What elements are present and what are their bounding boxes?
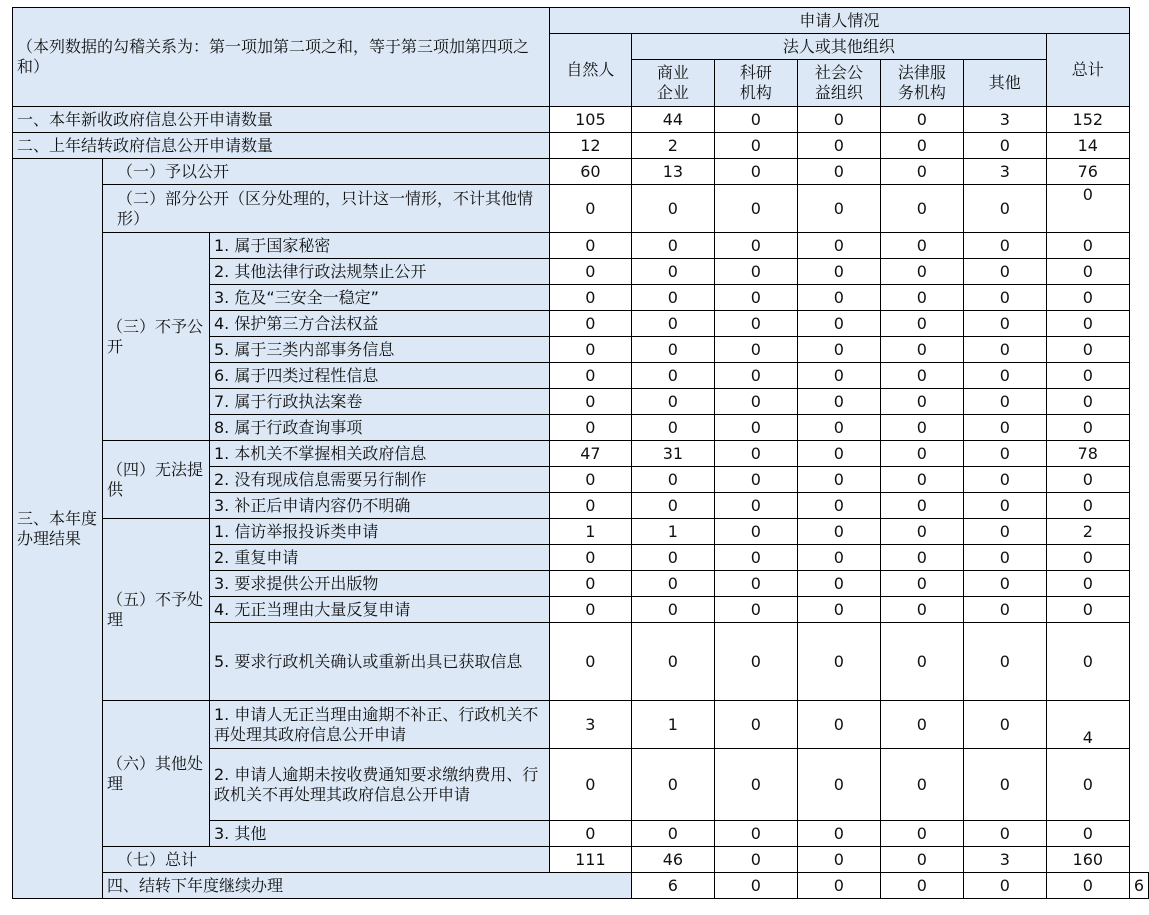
cell-value: 0: [549, 415, 631, 441]
cell-value: 0: [549, 597, 631, 623]
cell-value: 0: [1046, 285, 1129, 311]
cell-value: 1: [549, 519, 631, 545]
cell-value: 0: [797, 185, 880, 233]
cell-value: 0: [714, 285, 797, 311]
cell-value: 0: [1046, 389, 1129, 415]
cell-value: 44: [631, 107, 714, 133]
cell-value: 0: [549, 337, 631, 363]
sub-row-label: 5. 要求行政机关确认或重新出具已获取信息: [209, 623, 549, 701]
cell-value: 12: [549, 133, 631, 159]
sub-row-label: 4. 无正当理由大量反复申请: [209, 597, 549, 623]
cell-value: 0: [631, 749, 714, 821]
cell-value: 160: [1046, 847, 1129, 873]
sub-row-label: 3. 补正后申请内容仍不明确: [209, 493, 549, 519]
sub-row-label: 6. 属于四类过程性信息: [209, 363, 549, 389]
cell-value: 0: [963, 259, 1046, 285]
cell-value: 0: [631, 821, 714, 847]
cell-value: 4: [1046, 701, 1129, 749]
cell-value: 0: [1046, 415, 1129, 441]
cell-value: 0: [880, 107, 963, 133]
row-label: （二）部分公开（区分处理的，只计这一情形，不计其他情形）: [102, 185, 549, 233]
cell-value: 1: [631, 701, 714, 749]
cell-value: 0: [963, 389, 1046, 415]
cell-value: 0: [549, 185, 631, 233]
cell-value: 0: [797, 233, 880, 259]
cell-value: 0: [880, 623, 963, 701]
cell-value: 0: [549, 233, 631, 259]
cell-value: 0: [797, 597, 880, 623]
cell-value: 0: [880, 701, 963, 749]
cell-value: 0: [714, 597, 797, 623]
cell-value: 0: [714, 873, 797, 899]
cell-value: 0: [880, 441, 963, 467]
sub-row-label: 2. 申请人逾期未按收费通知要求缴纳费用、行政机关不再处理其政府信息公开申请: [209, 749, 549, 821]
sub-row-label: 1. 本机关不掌握相关政府信息: [209, 441, 549, 467]
cell-value: 0: [797, 107, 880, 133]
cell-value: 0: [549, 389, 631, 415]
cell-value: 0: [963, 873, 1046, 899]
cell-value: 0: [549, 467, 631, 493]
cell-value: 0: [880, 597, 963, 623]
cell-value: 0: [880, 467, 963, 493]
cell-value: 0: [549, 623, 631, 701]
cell-value: 0: [963, 493, 1046, 519]
cell-value: 0: [714, 441, 797, 467]
cell-value: 0: [880, 571, 963, 597]
cell-value: 0: [549, 363, 631, 389]
cell-value: 47: [549, 441, 631, 467]
sub-row-label: 7. 属于行政执法案卷: [209, 389, 549, 415]
cell-value: 0: [714, 259, 797, 285]
cell-value: 0: [797, 467, 880, 493]
cell-value: 0: [714, 701, 797, 749]
row-label: （七）总计: [102, 847, 549, 873]
cell-value: 0: [714, 821, 797, 847]
cell-value: 31: [631, 441, 714, 467]
cell-value: 0: [714, 311, 797, 337]
cell-value: 0: [880, 415, 963, 441]
cell-value: 0: [714, 133, 797, 159]
cell-value: 0: [880, 337, 963, 363]
cell-value: 6: [1129, 873, 1148, 899]
cell-value: 0: [880, 233, 963, 259]
cell-value: 0: [1046, 259, 1129, 285]
cell-value: 0: [880, 285, 963, 311]
cell-value: 111: [549, 847, 631, 873]
group-label: （五）不予处理: [102, 519, 209, 701]
cell-value: 0: [714, 159, 797, 185]
cell-value: 0: [1046, 571, 1129, 597]
sub-row-label: 2. 没有现成信息需要另行制作: [209, 467, 549, 493]
cell-value: 0: [714, 467, 797, 493]
cell-value: 0: [963, 133, 1046, 159]
cell-value: 0: [963, 701, 1046, 749]
cell-value: 0: [1046, 597, 1129, 623]
cell-value: 0: [797, 159, 880, 185]
cell-value: 0: [631, 259, 714, 285]
legal-service-header: 法律服 务机构: [880, 60, 963, 107]
cell-value: 0: [1046, 185, 1129, 233]
cell-value: 0: [797, 701, 880, 749]
cell-value: 0: [880, 363, 963, 389]
cell-value: 0: [797, 571, 880, 597]
cell-value: 0: [549, 493, 631, 519]
cell-value: 0: [797, 363, 880, 389]
cell-value: 3: [963, 107, 1046, 133]
cell-value: 0: [963, 233, 1046, 259]
cell-value: 0: [963, 597, 1046, 623]
cell-value: 0: [880, 311, 963, 337]
sub-row-label: 1. 信访举报投诉类申请: [209, 519, 549, 545]
cell-value: 6: [631, 873, 714, 899]
cell-value: 105: [549, 107, 631, 133]
section3-label: 三、本年度办理结果: [13, 159, 103, 899]
cell-value: 0: [631, 623, 714, 701]
legal-group-header: 法人或其他组织: [631, 34, 1046, 60]
cell-value: 13: [631, 159, 714, 185]
cell-value: 0: [631, 545, 714, 571]
cell-value: 0: [797, 441, 880, 467]
cell-value: 0: [549, 285, 631, 311]
applicant-status-header: 申请人情况: [549, 8, 1129, 34]
cell-value: 0: [963, 571, 1046, 597]
cell-value: 0: [549, 749, 631, 821]
cell-value: 0: [963, 467, 1046, 493]
cell-value: 0: [1046, 493, 1129, 519]
cell-value: 0: [631, 185, 714, 233]
cell-value: 0: [963, 623, 1046, 701]
cell-value: 14: [1046, 133, 1129, 159]
cell-value: 0: [880, 873, 963, 899]
sub-row-label: 3. 要求提供公开出版物: [209, 571, 549, 597]
cell-value: 0: [963, 545, 1046, 571]
cell-value: 76: [1046, 159, 1129, 185]
cell-value: 0: [1046, 873, 1129, 899]
cell-value: 0: [714, 363, 797, 389]
cell-value: 0: [631, 389, 714, 415]
row-label: 四、结转下年度继续办理: [102, 873, 631, 899]
cell-value: 0: [963, 337, 1046, 363]
total-header: 总计: [1046, 34, 1129, 107]
row-label: 一、本年新收政府信息公开申请数量: [13, 107, 550, 133]
cell-value: 0: [963, 519, 1046, 545]
cell-value: 0: [549, 821, 631, 847]
cell-value: 0: [797, 821, 880, 847]
cell-value: 0: [797, 749, 880, 821]
cell-value: 0: [631, 597, 714, 623]
cell-value: 0: [714, 337, 797, 363]
cell-value: 0: [963, 311, 1046, 337]
cell-value: 0: [963, 285, 1046, 311]
cell-value: 3: [963, 159, 1046, 185]
cell-value: 0: [631, 233, 714, 259]
cell-value: 0: [963, 415, 1046, 441]
sub-row-label: 2. 重复申请: [209, 545, 549, 571]
cell-value: 0: [1046, 545, 1129, 571]
cell-value: 0: [1046, 311, 1129, 337]
group-label: （三）不予公开: [102, 233, 209, 441]
cell-value: 0: [631, 363, 714, 389]
research-header: 科研 机构: [714, 60, 797, 107]
cell-value: 0: [631, 285, 714, 311]
other-header: 其他: [963, 60, 1046, 107]
cell-value: 0: [797, 623, 880, 701]
cell-value: 0: [1046, 467, 1129, 493]
statistics-table: [12, 7, 1149, 899]
cell-value: 0: [714, 623, 797, 701]
cell-value: 0: [631, 311, 714, 337]
cell-value: 0: [797, 285, 880, 311]
cell-value: 78: [1046, 441, 1129, 467]
commercial-header: 商业 企业: [631, 60, 714, 107]
cell-value: 0: [963, 441, 1046, 467]
cell-value: 0: [714, 233, 797, 259]
cell-value: 0: [797, 519, 880, 545]
sub-row-label: 1. 属于国家秘密: [209, 233, 549, 259]
cell-value: 0: [714, 545, 797, 571]
cell-value: 0: [714, 107, 797, 133]
cell-value: 152: [1046, 107, 1129, 133]
cell-value: 0: [880, 133, 963, 159]
cell-value: 0: [1046, 821, 1129, 847]
cell-value: 0: [797, 337, 880, 363]
cell-value: 2: [1046, 519, 1129, 545]
cell-value: 0: [714, 571, 797, 597]
cell-value: 0: [880, 821, 963, 847]
cell-value: 0: [714, 493, 797, 519]
cell-value: 0: [631, 337, 714, 363]
cell-value: 0: [963, 185, 1046, 233]
row-label: （一）予以公开: [102, 159, 549, 185]
cell-value: 0: [797, 259, 880, 285]
cell-value: 0: [963, 821, 1046, 847]
cell-value: 3: [963, 847, 1046, 873]
cell-value: 0: [714, 185, 797, 233]
cell-value: 46: [631, 847, 714, 873]
cell-value: 0: [797, 847, 880, 873]
cell-value: 0: [880, 389, 963, 415]
cell-value: 0: [797, 545, 880, 571]
sub-row-label: 4. 保护第三方合法权益: [209, 311, 549, 337]
cell-value: 0: [1046, 337, 1129, 363]
cell-value: 0: [880, 519, 963, 545]
cell-value: 0: [963, 749, 1046, 821]
sub-row-label: 3. 其他: [209, 821, 549, 847]
cell-value: 60: [549, 159, 631, 185]
cell-value: 0: [714, 749, 797, 821]
cell-value: 0: [1046, 233, 1129, 259]
cell-value: 0: [1046, 363, 1129, 389]
cell-value: 0: [797, 415, 880, 441]
cell-value: 0: [797, 311, 880, 337]
table-note: （本列数据的勾稽关系为：第一项加第二项之和，等于第三项加第四项之和）: [13, 8, 550, 107]
row-label: 二、上年结转政府信息公开申请数量: [13, 133, 550, 159]
cell-value: 0: [714, 389, 797, 415]
cell-value: 0: [549, 545, 631, 571]
sub-row-label: 5. 属于三类内部事务信息: [209, 337, 549, 363]
cell-value: 0: [880, 749, 963, 821]
cell-value: 0: [880, 493, 963, 519]
cell-value: 0: [880, 847, 963, 873]
cell-value: 0: [631, 571, 714, 597]
cell-value: 0: [631, 415, 714, 441]
cell-value: 0: [1046, 623, 1129, 701]
cell-value: 0: [549, 571, 631, 597]
sub-row-label: 1. 申请人无正当理由逾期不补正、行政机关不再处理其政府信息公开申请: [209, 701, 549, 749]
group-label: （四）无法提供: [102, 441, 209, 519]
cell-value: 0: [714, 847, 797, 873]
cell-value: 0: [797, 873, 880, 899]
cell-value: 0: [1046, 749, 1129, 821]
cell-value: 0: [797, 493, 880, 519]
sub-row-label: 3. 危及“三安全一稳定”: [209, 285, 549, 311]
cell-value: 0: [880, 159, 963, 185]
cell-value: 2: [631, 133, 714, 159]
cell-value: 3: [549, 701, 631, 749]
cell-value: 0: [963, 363, 1046, 389]
cell-value: 0: [549, 311, 631, 337]
group-label: （六）其他处理: [102, 701, 209, 847]
natural-person-header: 自然人: [549, 34, 631, 107]
cell-value: 0: [797, 133, 880, 159]
cell-value: 0: [797, 389, 880, 415]
cell-value: 0: [714, 415, 797, 441]
cell-value: 0: [880, 185, 963, 233]
sub-row-label: 2. 其他法律行政法规禁止公开: [209, 259, 549, 285]
cell-value: 0: [631, 493, 714, 519]
cell-value: 0: [631, 467, 714, 493]
social-header: 社会公 益组织: [797, 60, 880, 107]
cell-value: 0: [714, 519, 797, 545]
sub-row-label: 8. 属于行政查询事项: [209, 415, 549, 441]
cell-value: 0: [880, 259, 963, 285]
cell-value: 0: [549, 259, 631, 285]
cell-value: 0: [880, 545, 963, 571]
cell-value: 1: [631, 519, 714, 545]
